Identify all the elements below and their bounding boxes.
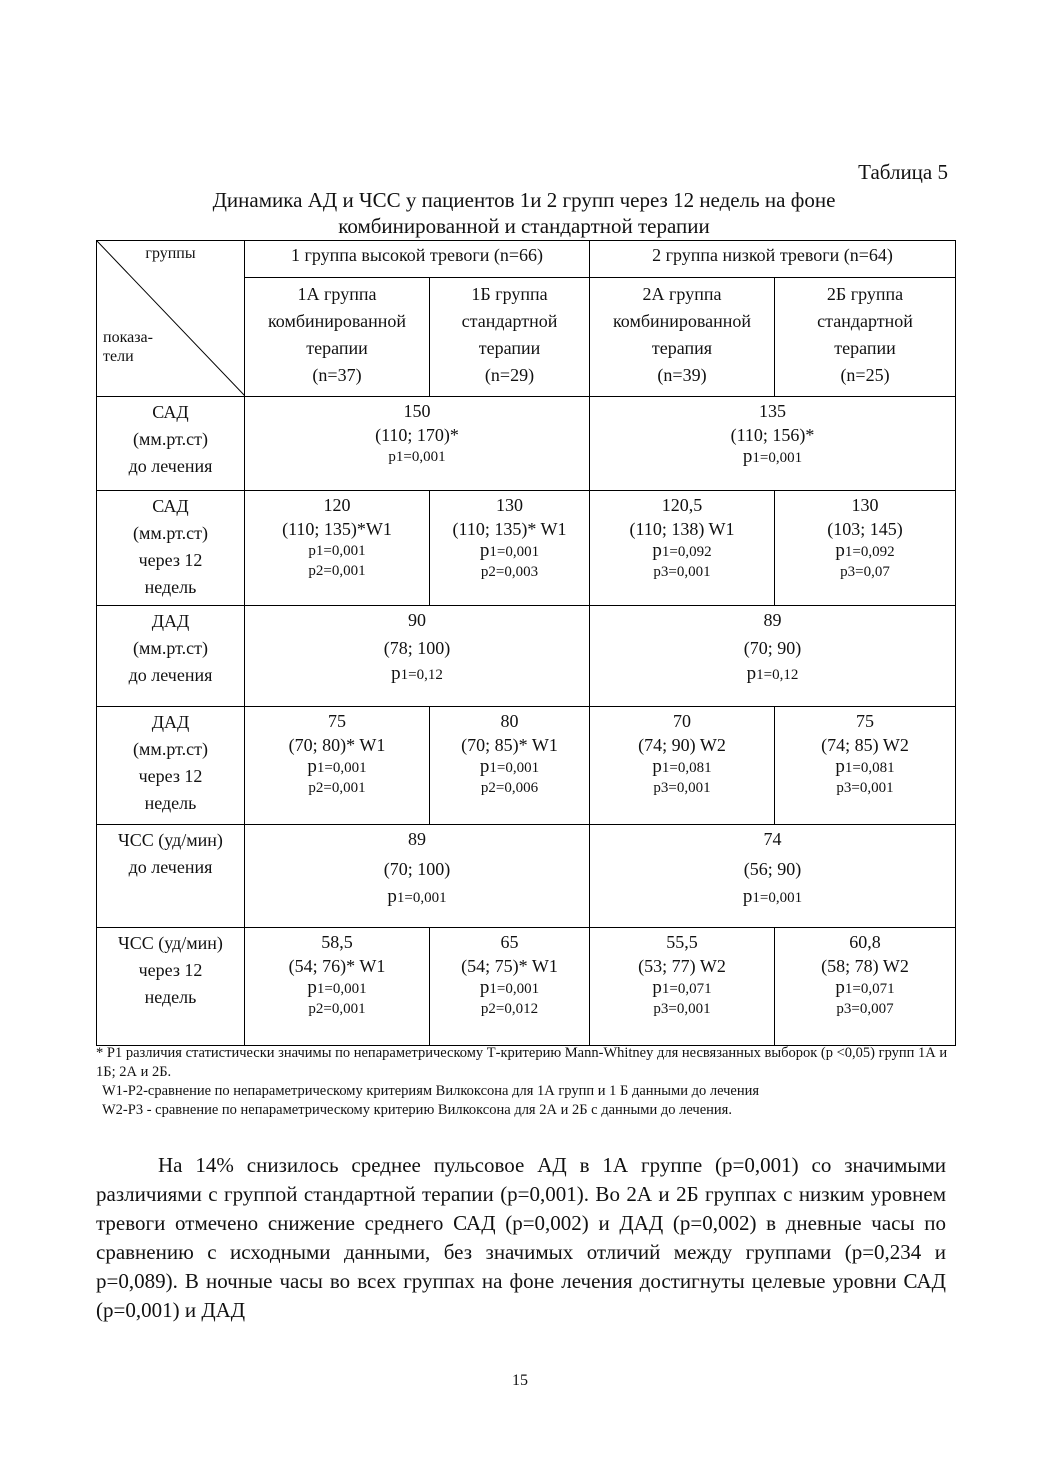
row-label-sad-before: САД (мм.рт.ст) до лечения xyxy=(97,397,245,491)
hr-after-2a: 55,5 (53; 77) W2 р1=0,071 p3=0,001 xyxy=(590,928,775,1046)
indicators-header-label: показа- тели xyxy=(103,329,153,365)
subgroup-1b-header: 1Б группа стандартной терапии (n=29) xyxy=(430,278,590,397)
page-number: 15 xyxy=(512,1372,528,1389)
table-label: Таблица 5 xyxy=(858,160,948,184)
footnote-3: W2-Р3 - сравнение по непараметрическому критерию Вилкоксона для 2А и 2Б с данными до лечения. xyxy=(102,1102,732,1118)
row-label-sad-after: САД (мм.рт.ст) через 12 недель xyxy=(97,491,245,606)
subgroup-2a-header: 2А группа комбинированной терапия (n=39) xyxy=(590,278,775,397)
dad-after-2a: 70 (74; 90) W2 р1=0,081 p3=0,001 xyxy=(590,707,775,825)
row-label-dad-after: ДАД (мм.рт.ст) через 12 недель xyxy=(97,707,245,825)
dad-after-1a: 75 (70; 80)* W1 р1=0,001 p2=0,001 xyxy=(245,707,430,825)
dad-after-2b: 75 (74; 85) W2 р1=0,081 p3=0,001 xyxy=(775,707,956,825)
results-table xyxy=(96,240,956,1046)
sad-before-group2: 135 (110; 156)* р1=0,001 xyxy=(590,397,956,491)
groups-header-label: группы xyxy=(145,245,196,262)
sad-after-2b: 130 (103; 145) р1=0,092 p3=0,07 xyxy=(775,491,956,606)
hr-after-2b: 60,8 (58; 78) W2 р1=0,071 p3=0,007 xyxy=(775,928,956,1046)
sad-after-2a: 120,5 (110; 138) W1 р1=0,092 p3=0,001 xyxy=(590,491,775,606)
sad-after-1a: 120 (110; 135)*W1 p1=0,001 p2=0,001 xyxy=(245,491,430,606)
row-label-hr-before: ЧСС (уд/мин) до лечения xyxy=(97,825,245,928)
subgroup-1a-header: 1А группа комбинированной терапии (n=37) xyxy=(245,278,430,397)
footnote-1: * Р1 различия статистически значимы по непараметрическому Т-критерию Mann-Whitney для несвязанных выборок (р <0,05) групп 1А и 1Б; 2А и 2Б. xyxy=(96,1045,948,1080)
sad-after-1b: 130 (110; 135)* W1 р1=0,001 p2=0,003 xyxy=(430,491,590,606)
row-label-dad-before: ДАД (мм.рт.ст) до лечения xyxy=(97,606,245,707)
header-corner-cell xyxy=(97,241,245,397)
hr-after-1a: 58,5 (54; 76)* W1 р1=0,001 p2=0,001 xyxy=(245,928,430,1046)
dad-before-group2: 89 (70; 90) р1=0,12 xyxy=(590,606,956,707)
hr-after-1b: 65 (54; 75)* W1 р1=0,001 p2=0,012 xyxy=(430,928,590,1046)
sad-before-group1: 150 (110; 170)* р1=0,001 xyxy=(245,397,590,491)
group2-header: 2 группа низкой тревоги (n=64) xyxy=(590,241,956,278)
footnote-2: W1-Р2-сравнение по непараметрическому критериям Вилкоксона для 1А групп и 1 Б данными до лечения xyxy=(102,1083,760,1099)
dad-after-1b: 80 (70; 85)* W1 р1=0,001 p2=0,006 xyxy=(430,707,590,825)
table-title xyxy=(96,187,952,239)
subgroup-2b-header: 2Б группа стандартной терапии (n=25) xyxy=(775,278,956,397)
title-line-2: комбинированной и стандартной терапии xyxy=(338,214,710,238)
group1-header: 1 группа высокой тревоги (n=66) xyxy=(245,241,590,278)
hr-before-group1: 89 (70; 100) р1=0,001 xyxy=(245,825,590,928)
dad-before-group1: 90 (78; 100) р1=0,12 xyxy=(245,606,590,707)
hr-before-group2: 74 (56; 90) р1=0,001 xyxy=(590,825,956,928)
body-paragraph: На 14% снизилось среднее пульсовое АД в 1А группе (р=0,001) со значимыми различиями с группой стандартной терапии (р=0,001). Во 2А и 2Б группах с низким уровнем тревоги отмечено снижение среднего САД (р=0,002) и ДАД (р=0,002) в дневные часы по сравнению с исходными данными, без значимых отличий между группами (р=0,234 и р=0,089). В ночные часы во всех группах на фоне лечения достигнуты целевые уровни САД (р=0,001) и ДАД xyxy=(96,1153,946,1322)
row-label-hr-after: ЧСС (уд/мин) через 12 недель xyxy=(97,928,245,1046)
diagonal-divider xyxy=(97,241,245,396)
title-line-1: Динамика АД и ЧСС у пациентов 1и 2 групп через 12 недель на фоне xyxy=(212,188,836,212)
table-footnotes xyxy=(96,1044,958,1120)
